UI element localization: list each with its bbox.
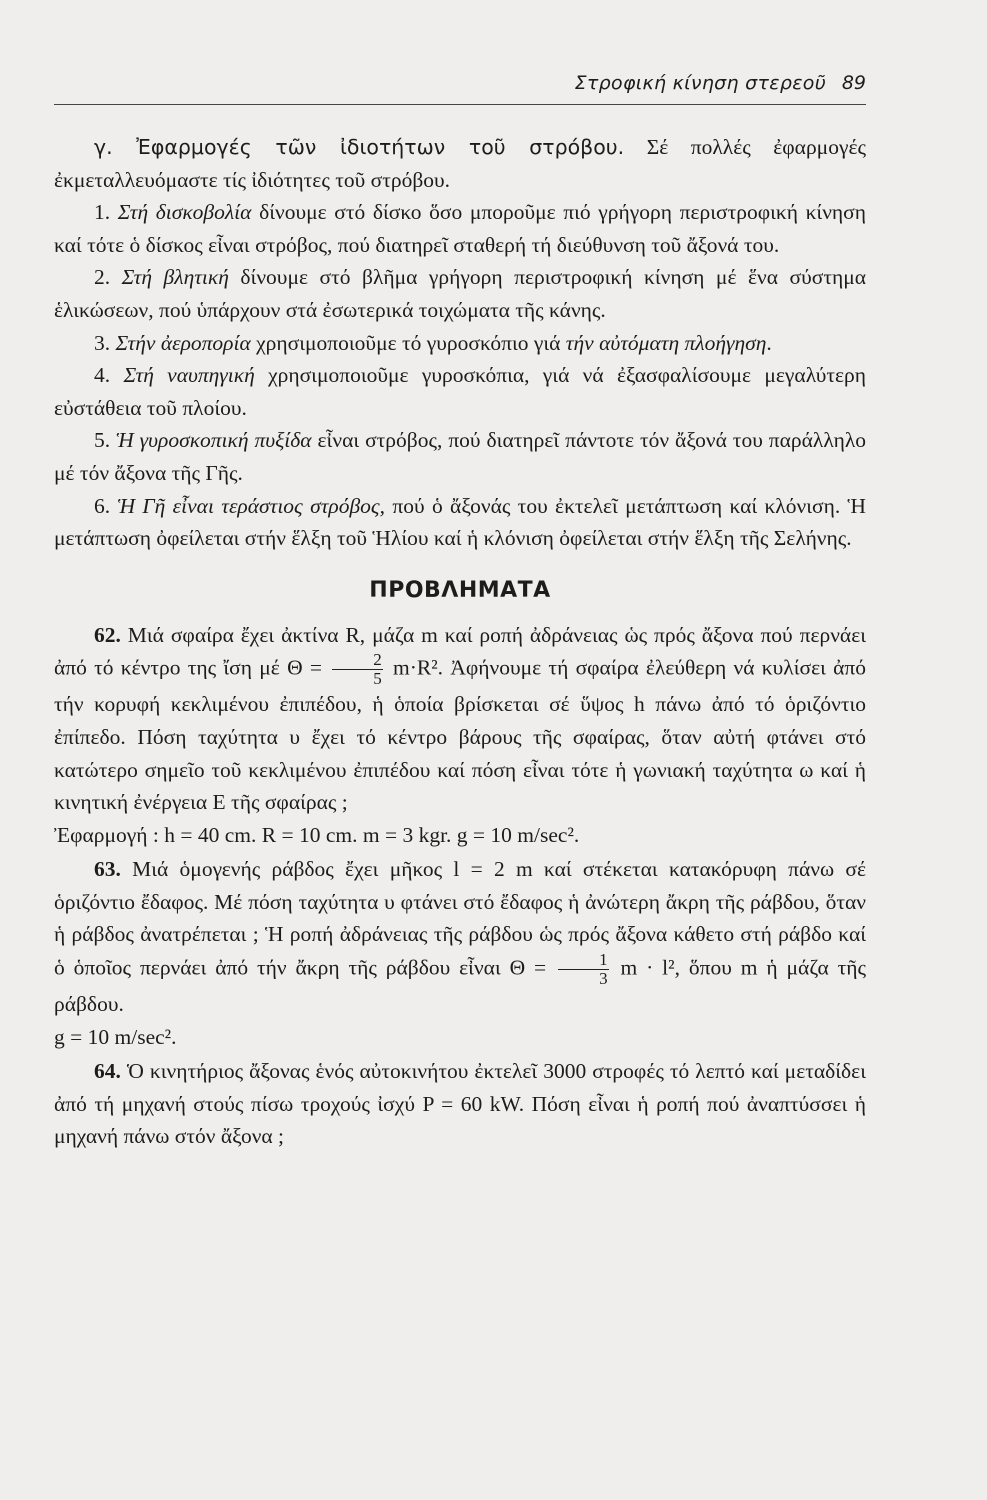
application-topic: Στή βλητική (121, 265, 229, 290)
running-title: Στροφική κίνηση στερεοῦ (574, 72, 826, 94)
fraction: $\frac{1}{3}$ (558, 951, 609, 988)
page-number: 89 (841, 72, 866, 94)
application-item: 5. Ἡ γυροσκοπική πυξίδα εἶναι στρόβος, πού διατηρεῖ πάντοτε τόν ἄξονά του παράλληλο μέ τόν ἄξονα τῆς Γῆς. (54, 428, 866, 485)
application-item: 6. Ἡ Γῆ εἶναι τεράστιος στρόβος, πού ὁ ἄξονάς του ἐκτελεῖ μετάπτωση καί κλόνιση. Ἡ μετάπτωση ὀφείλεται στήν ἕλξη τοῦ Ἡλίου καί ἡ κλόνιση ὀφείλεται στήν ἕλξη τῆς Σελήνης. (54, 493, 867, 551)
problem-62: 62. Μιά σφαίρα ἔχει ἀκτίνα R, μάζα m καί ροπή ἀδράνειας ὡς πρός ἄξονα πού περνάει ἀπό τό κέντρο της ἴση μέ Θ = $\frac{2}{5}$ m·R². Ἀφήνουμε τή σφαίρα ἐλεύθερη νά κυλίσει ἀπό τήν κορυφή κεκλιμένου ἐπιπέδου, ἡ ὁποία βρίσκεται σέ ὕψος h πάνω ἀπό τό ὁριζόντιο ἐπίπεδο. Πόση ταχύτητα υ ἔχει τό κέντρο βάρους τῆς σφαίρας, ὅταν αὐτή φτάνει στό κατώτερο σημεῖο τοῦ κεκλιμένου ἐπιπέδου καί πόση εἶναι τότε ἡ γωνιακή ταχύτητα ω καί ἡ κινητική ἐνέργεια Ε τῆς σφαίρας ; (54, 622, 867, 815)
application-item: 2. Στή βλητική δίνουμε στό βλῆμα γρήγορη περιστροφική κίνηση μέ ἕνα σύστημα ἑλικώσεων, πού ὑπάρχουν στά ἐσωτερικά τοιχώματα τῆς κάνης. (54, 265, 867, 322)
application-item: 3. Στήν ἀεροπορία χρησιμοποιοῦμε τό γυροσκόπιο γιά τήν αὐτόματη πλοήγηση. (94, 330, 772, 355)
application-item: 1. Στή δισκοβολία δίνουμε στό δίσκο ὅσο μποροῦμε πιό γρήγορη περιστροφική κίνηση καί τότε ὁ δίσκος εἶναι στρόβος, πού διατηρεῖ σταθερή τή διεύθυνση τοῦ ἄξονά του. (54, 200, 867, 257)
application-topic: Στή δισκοβολία (117, 200, 252, 225)
section-intro-text: Σέ πολλές ἐφαρμογές ἐκμεταλλευόμαστε τίς ἰδιότητες τοῦ στρόβου. (54, 135, 866, 192)
problem-number: 64. (94, 1059, 121, 1084)
application-topic: Ἡ Γῆ εἶναι τεράστιος στρόβος, (117, 493, 386, 518)
problem-number: 63. (94, 857, 121, 882)
application-topic: Ἡ γυροσκοπική πυξίδα (116, 428, 312, 453)
application-topic: Στήν ἀεροπορία (115, 330, 251, 355)
application-topic: Στή ναυπηγική (123, 363, 255, 388)
section-intro (54, 131, 866, 196)
problems-title: ΠΡΟΒΛΗΜΑΤΑ (369, 577, 551, 603)
problem-63: 63. Μιά ὁμογενής ράβδος ἔχει μῆκος l = 2 m καί στέκεται κατακόρυφη πάνω σέ ὁριζόντιο ἔδαφος. Μέ πόση ταχύτητα υ φτάνει στό ἔδαφος ἡ ἀνώτερη ἄκρη τῆς ράβδου, ὅταν ἡ ράβδος ἀνατρέπεται ; Ἡ ροπή ἀδράνειας τῆς ράβδου ὡς πρός ἄξονα κάθετο στή ράβδο καί ὁ ὁποῖος περνάει ἀπό τήν ἄκρη τῆς ράβδου εἶναι Θ = $\frac{1}{3}$ m · l², ὅπου m ἡ μάζα τῆς ράβδου. (54, 857, 867, 1017)
problem-number: 62. (94, 622, 121, 647)
book-page (54, 62, 866, 1153)
application-item: 4. Στή ναυπηγική χρησιμοποιοῦμε γυροσκόπια, γιά νά ἐξασφαλίσουμε μεγαλύτερη εὐστάθεια τοῦ πλοίου. (54, 363, 867, 420)
problem-62-application: Ἐφαρμογή : h = 40 cm. R = 10 cm. m = 3 kgr. g = 10 m/sec². (54, 822, 580, 847)
problem-63-gravity: g = 10 m/sec². (54, 1024, 177, 1049)
section-heading: γ. Ἐφαρμογές τῶν ἰδιοτήτων τοῦ στρόβου. (94, 135, 625, 159)
problem-64: 64. Ὁ κινητήριος ἄξονας ἑνός αὐτοκινήτου ἐκτελεῖ 3000 στροφές τό λεπτό καί μεταδίδει ἀπό τή μηχανή στούς πίσω τροχούς ἰσχύ P = 60 kW. Πόση εἶναι ἡ ροπή πού ἀναπτύσσει ἡ μηχανή πάνω στόν ἄξονα ; (54, 1059, 866, 1149)
running-header (54, 62, 866, 105)
fraction: $\frac{2}{5}$ (332, 651, 383, 688)
